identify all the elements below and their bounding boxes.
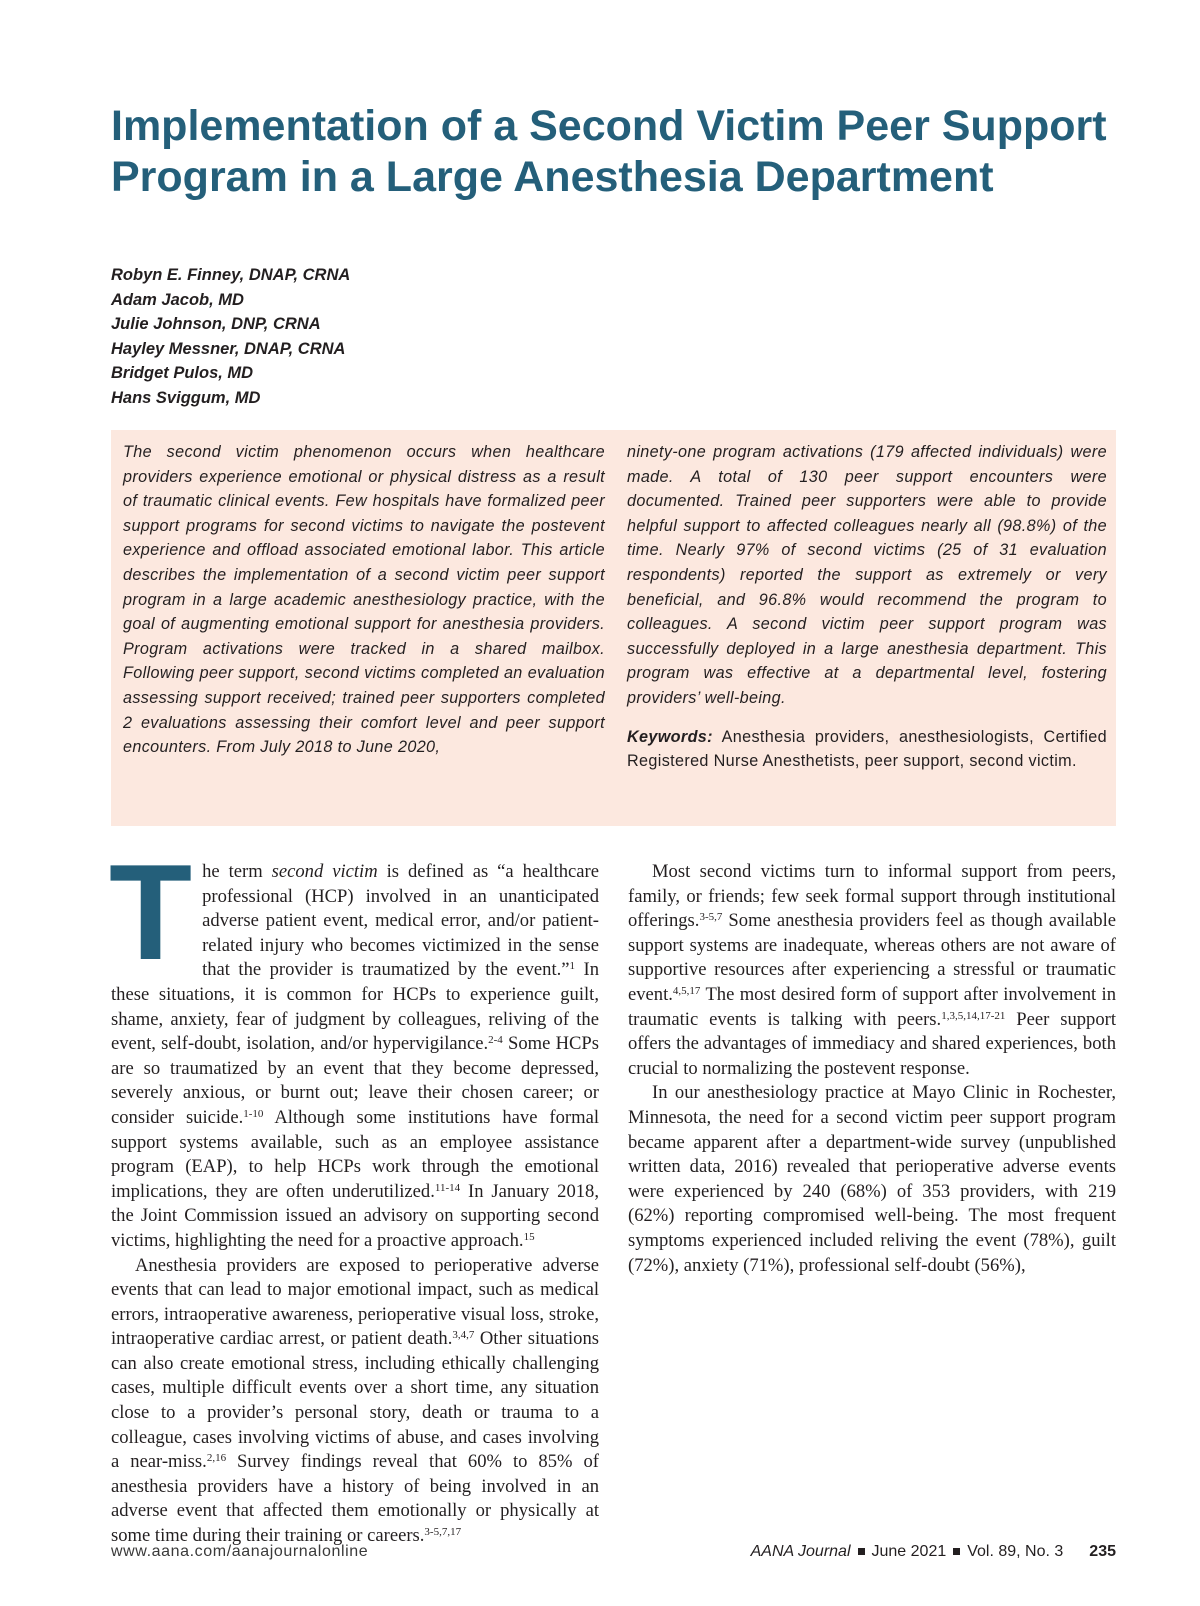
abstract-box xyxy=(111,430,1116,826)
drop-cap: T xyxy=(109,836,193,988)
page-number: 235 xyxy=(1089,1543,1116,1560)
author: Bridget Pulos, MD xyxy=(111,364,254,382)
journal-name: AANA Journal xyxy=(750,1543,851,1560)
body-paragraph: The term second victim is defined as “a healthcare professional (HCP) involved in an unanticipated adverse patient event, medical error, and/or patient-related injury who becomes victimized in the sense that the provider is traumatized by the event.”$^1$ In these situations, it is common for HCPs to experience guilt, shame, anxiety, fear of judgment by colleagues, reliving of the event, self-doubt, isolation, and/or hypervigilance.$^{2-4}$ Some HCPs are so traumatized by an event that they become depressed, severely anxious, or burnt out; leave their chosen career; or consider suicide.$^{1-10}$ Although some institutions have formal support systems available, such as an employee assistance program (EAP), to help HCPs work through the emotional implications, they are often underutilized.$^{11-14}$ In January 2018, the Joint Commission issued an advisory on supporting second victims, highlighting the need for a proactive approach.$^{15}$ xyxy=(109,836,599,1251)
page-footer xyxy=(111,1543,1116,1567)
body-right-column xyxy=(628,860,1116,1278)
abstract-left-column: The second victim phenomenon occurs when healthcare providers experience emotional or physical distress as a result of traumatic clinical events. Few hospitals have formalized peer support programs for second victims to navigate the postevent experience and offload associated emotional labor. This article describes the implementation of a second victim peer support program in a large academic anesthesiology practice, with the goal of augmenting emotional support for anesthesia providers. Program activations were tracked in a shared mailbox. Following peer support, second victims completed an evaluation assessing support received; trained peer supporters completed 2 evaluations assessing their comfort level and peer support encounters. From July 2018 to June 2020, xyxy=(123,443,605,757)
keywords xyxy=(627,725,1107,774)
author: Robyn E. Finney, DNAP, CRNA xyxy=(111,266,351,284)
author-list xyxy=(111,263,711,410)
author: Adam Jacob, MD xyxy=(111,290,244,309)
body-paragraph: Anesthesia providers are exposed to perioperative adverse events that can lead to major emotional impact, such as medical errors, intraoperative awareness, perioperative visual loss, stroke, intraoperative cardiac arrest, or patient death.$^{3,4,7}$ Other situations can also create emotional stress, including ethically challenging cases, multiple difficult events over a short time, any situation close to a provider’s personal story, death or trauma to a colleague, cases involving victims of abuse, and cases involving a near-miss.$^{2,16}$ Survey findings reveal that 60% to 85% of anesthesia providers have a history of being involved in an adverse event that affected them emotionally or physically at some time during their training or careers.$^{3-5,7,17}$ xyxy=(111,1254,599,1547)
journal-citation xyxy=(751,1543,1116,1561)
keywords-label: Keywords: xyxy=(627,727,713,746)
abstract-right-column xyxy=(627,440,1107,790)
author: Hayley Messner, DNAP, CRNA xyxy=(111,339,346,358)
author: Julie Johnson, DNP, CRNA xyxy=(111,315,321,333)
keywords-text: Anesthesia providers, anesthesiologists, Certified Registered Nurse Anesthetists, peer support, second victim. xyxy=(627,727,1107,771)
article-title: Implementation of a Second Victim Peer Support Program in a Large Anesthesia Department xyxy=(111,102,1107,201)
body-left-column xyxy=(109,836,599,1549)
author: Hans Sviggum, MD xyxy=(111,388,261,407)
issue-date: June 2021 xyxy=(871,1543,947,1560)
square-bullet-icon xyxy=(953,1548,960,1555)
body-paragraph: Most second victims turn to informal support from peers, family, or friends; few seek formal support through institutional offerings.$^{3-5,7}$ Some anesthesia providers feel as though available support systems are inadequate, whereas others are not aware of supportive resources after experiencing a stressful or traumatic event.$^{4,5,17}$ The most desired form of support after involvement in traumatic events is talking with peers.$^{1,3,5,14,17-21}$ Peer support offers the advantages of immediacy and shared experiences, both crucial to normalizing the postevent response. xyxy=(628,861,1116,1079)
journal-url: www.aana.com/aanajournalonline xyxy=(111,1543,369,1560)
volume-number: Vol. 89, No. 3 xyxy=(967,1543,1064,1560)
body-paragraph: In our anesthesiology practice at Mayo Clinic in Rochester, Minnesota, the need for a second victim peer support program became apparent after a department-wide survey (unpublished written data, 2016) revealed that perioperative adverse events were experienced by 240 (68%) of 353 providers, with 219 (62%) reporting compromised well-being. The most frequent symptoms experienced included reliving the event (78%), guilt (72%), anxiety (71%), professional self-doubt (56%), xyxy=(628,1082,1116,1276)
abstract-text: ninety-one program activations (179 affected individuals) were made. A total of 130 peer support encounters were documented. Trained peer supporters were able to provide helpful support to affected colleagues nearly all (98.8%) of the time. Nearly 97% of second victims (25 of 31 evaluation respondents) reported the support as extremely or very beneficial, and 96.8% would recommend the program to colleagues. A second victim peer support program was successfully deployed in a large anesthesia department. This program was effective at a departmental level, fostering providers’ well-being. xyxy=(627,443,1107,707)
square-bullet-icon xyxy=(858,1548,865,1555)
